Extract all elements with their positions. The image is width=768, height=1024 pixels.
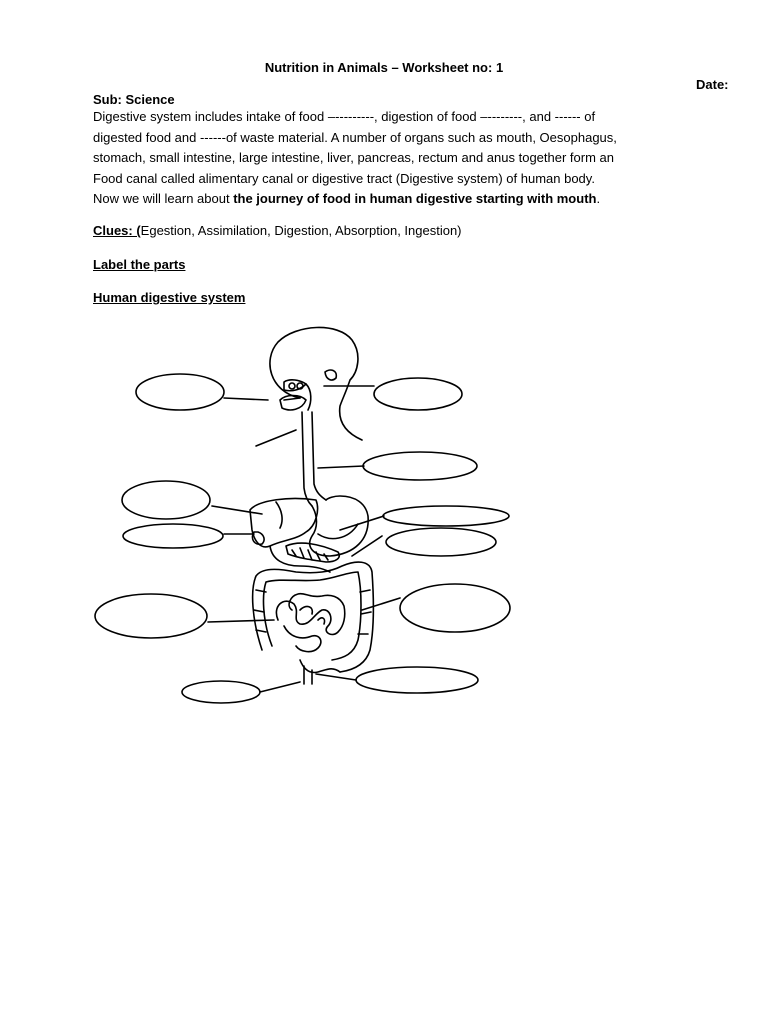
intro-line-5-bold: the journey of food in human digestive starting with mouth — [233, 191, 597, 207]
small-intestine — [276, 594, 344, 652]
intro-line-1: Digestive system includes intake of food –---------, digestion of food –--------, and ------ of — [93, 109, 596, 124]
eye-shape — [325, 370, 336, 380]
label-blank-2 — [374, 378, 462, 410]
tongue — [280, 396, 306, 410]
date-label: Date: — [696, 77, 729, 92]
large-intestine-inner — [264, 572, 361, 660]
label-blank-10 — [356, 667, 478, 693]
pharynx — [306, 384, 311, 410]
liver-lobe — [276, 502, 282, 528]
worksheet-title: Nutrition in Animals – Worksheet no: 1 — [264, 60, 504, 75]
intro-line-4: Food canal called alimentary canal or digestive tract (Digestive system) of human body. — [93, 170, 595, 186]
intro-paragraph — [93, 107, 693, 210]
stomach — [310, 496, 368, 556]
label-blank-5 — [383, 506, 509, 526]
intro-line-2: digested food and ------of waste material. A number of organs such as mouth, Oesophagus, — [93, 129, 617, 145]
clues-words: Egestion, Assimilation, Digestion, Absorption, Ingestion) — [140, 223, 462, 238]
label-blank-3 — [363, 452, 477, 480]
digestive-system-diagram — [0, 320, 768, 720]
pointer-5 — [212, 506, 262, 514]
label-blank-11 — [182, 681, 260, 703]
oesophagus-right — [312, 412, 326, 500]
small-intestine-2 — [300, 607, 325, 624]
intro-line-5-plain: Now we will learn about — [93, 191, 234, 207]
pointer-9 — [208, 620, 274, 622]
oesophagus-left — [302, 412, 312, 506]
label-blank-1 — [136, 374, 224, 410]
intro-line-3: stomach, small intestine, large intestine, liver, pancreas, rectum and anus together form an — [93, 150, 614, 166]
pointer-6 — [340, 516, 384, 530]
pointer-10 — [362, 598, 400, 610]
head-back — [284, 398, 300, 400]
label-blank-9 — [400, 584, 510, 632]
liver — [250, 498, 318, 546]
label-blank-4 — [122, 481, 210, 519]
clues-label: Clues: ( — [93, 223, 141, 238]
label-parts-heading: Label the parts — [93, 257, 186, 272]
label-blank-7 — [386, 528, 496, 556]
subject-label: Sub: Science — [93, 92, 175, 107]
pancreas-stripes — [292, 548, 328, 560]
pointer-11 — [316, 674, 356, 680]
label-blank-8 — [95, 594, 207, 638]
rectum — [300, 660, 340, 673]
intro-line-5-end: . — [596, 191, 601, 207]
pointer-12 — [260, 682, 300, 692]
pointer-3 — [256, 430, 296, 446]
pointer-1 — [224, 398, 268, 400]
pointer-4 — [318, 466, 364, 468]
diagram-title: Human digestive system — [93, 290, 246, 305]
label-blank-6 — [123, 524, 223, 548]
clues-line — [93, 223, 462, 238]
mouth-circle-1 — [289, 383, 295, 389]
intro-line-5 — [93, 189, 693, 210]
